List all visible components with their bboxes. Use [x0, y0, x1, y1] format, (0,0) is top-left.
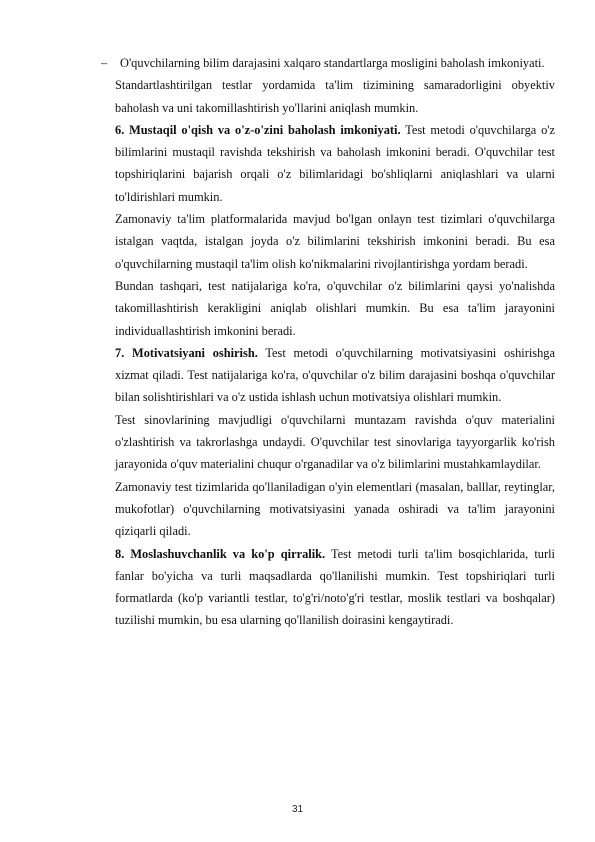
paragraph-flexibility: [115, 543, 555, 632]
paragraph-independent-study: [115, 119, 555, 208]
paragraph-text: Zamonaviy test tizimlarida qo'llaniladigan o'yin elementlari (masalan, balllar, reytinglar, mukofotlar) o'quvchilarning motivatsiyasini yanada oshiradi va ta'lim jarayonini qiziqarli qiladi.: [115, 479, 555, 539]
paragraph-text: Test metodi o'quvchilarning motivatsiyasini oshirishga xizmat qiladi. Test natijalariga ko'ra, o'quvchilar o'z bilim darajasini boshqa o'quvchilar bilan solishtirishlari va o'z ustida ishlash uchun motivatsiya olishlari mumkin.: [115, 345, 555, 405]
paragraph-text: Test metodi turli ta'lim bosqichlarida, turli fanlar bo'yicha va turli maqsadlarda qo'llanilishi mumkin. Test topshiriqlari turli formatlarda (ko'p variantli testlar, to'g'ri/noto'g'ri testlar, moslik testlari va boshqalar) tuzilishi mumkin, bu esa ularning qo'llanilish doirasini kengaytiradi.: [115, 546, 555, 628]
paragraph-gamification: [115, 476, 555, 543]
paragraph-online-tests: [115, 208, 555, 275]
section-heading-7: 7. Motivatsiyani oshirish.: [115, 345, 258, 360]
bullet-dash: –: [101, 56, 108, 70]
paragraph-text: Test sinovlarining mavjudligi o'quvchilarni muntazam ravishda o'quv materialini o'zlashtirish va takrorlashga undaydi. O'quvchilar test sinovlariga tayyorgarlik ko'rish jarayonida o'quv materialini chuqur o'rganadilar va o'z bilimlarini mustahkamlaydilar.: [115, 412, 555, 472]
paragraph-text: Test metodi o'quvchilarga o'z bilimlarini mustaqil ravishda tekshirish va baholash imkonini beradi. O'quvchilar test topshiriqlarini bajarish orqali o'z bilimlaridagi bo'shliqlarni aniqlashlari va ularni to'ldirishlari mumkin.: [115, 122, 555, 204]
paragraph-individualization: [115, 275, 555, 342]
paragraph-text: Bundan tashqari, test natijalariga ko'ra, o'quvchilar o'z bilimlarini qaysi yo'nalishda takomillashtirish kerakligini aniqlab olishlari mumkin. Bu esa ta'lim jarayonini individuallashtirish imkonini beradi.: [115, 278, 555, 338]
paragraph-standard-tests: [115, 74, 555, 119]
paragraph-test-preparation: [115, 409, 555, 476]
bullet-item: [101, 52, 555, 74]
paragraph-motivation: [115, 342, 555, 409]
bullet-text: O'quvchilarning bilim darajasini xalqaro standartlarga mosligini baholash imkoniyati.: [120, 56, 545, 70]
section-heading-8: 8. Moslashuvchanlik va ko'p qirralik.: [115, 546, 326, 561]
paragraph-text: Zamonaviy ta'lim platformalarida mavjud bo'lgan onlayn test tizimlari o'quvchilarga istalgan vaqtda, istalgan joyda o'z bilimlarini tekshirish imkonini beradi. Bu esa o'quvchilarning mustaqil ta'lim olish ko'nikmalarini rivojlantirishga yordam beradi.: [115, 212, 555, 271]
section-heading-6: 6. Mustaqil o'qish va o'z-o'zini baholash imkoniyati.: [115, 122, 401, 137]
page-content: [101, 52, 555, 632]
page-number: 31: [291, 804, 304, 815]
paragraph-text: Standartlashtirilgan testlar yordamida ta'lim tizimining samaradorligini obyektiv baholash va uni takomillashtirish yo'llarini aniqlash mumkin.: [115, 78, 555, 115]
